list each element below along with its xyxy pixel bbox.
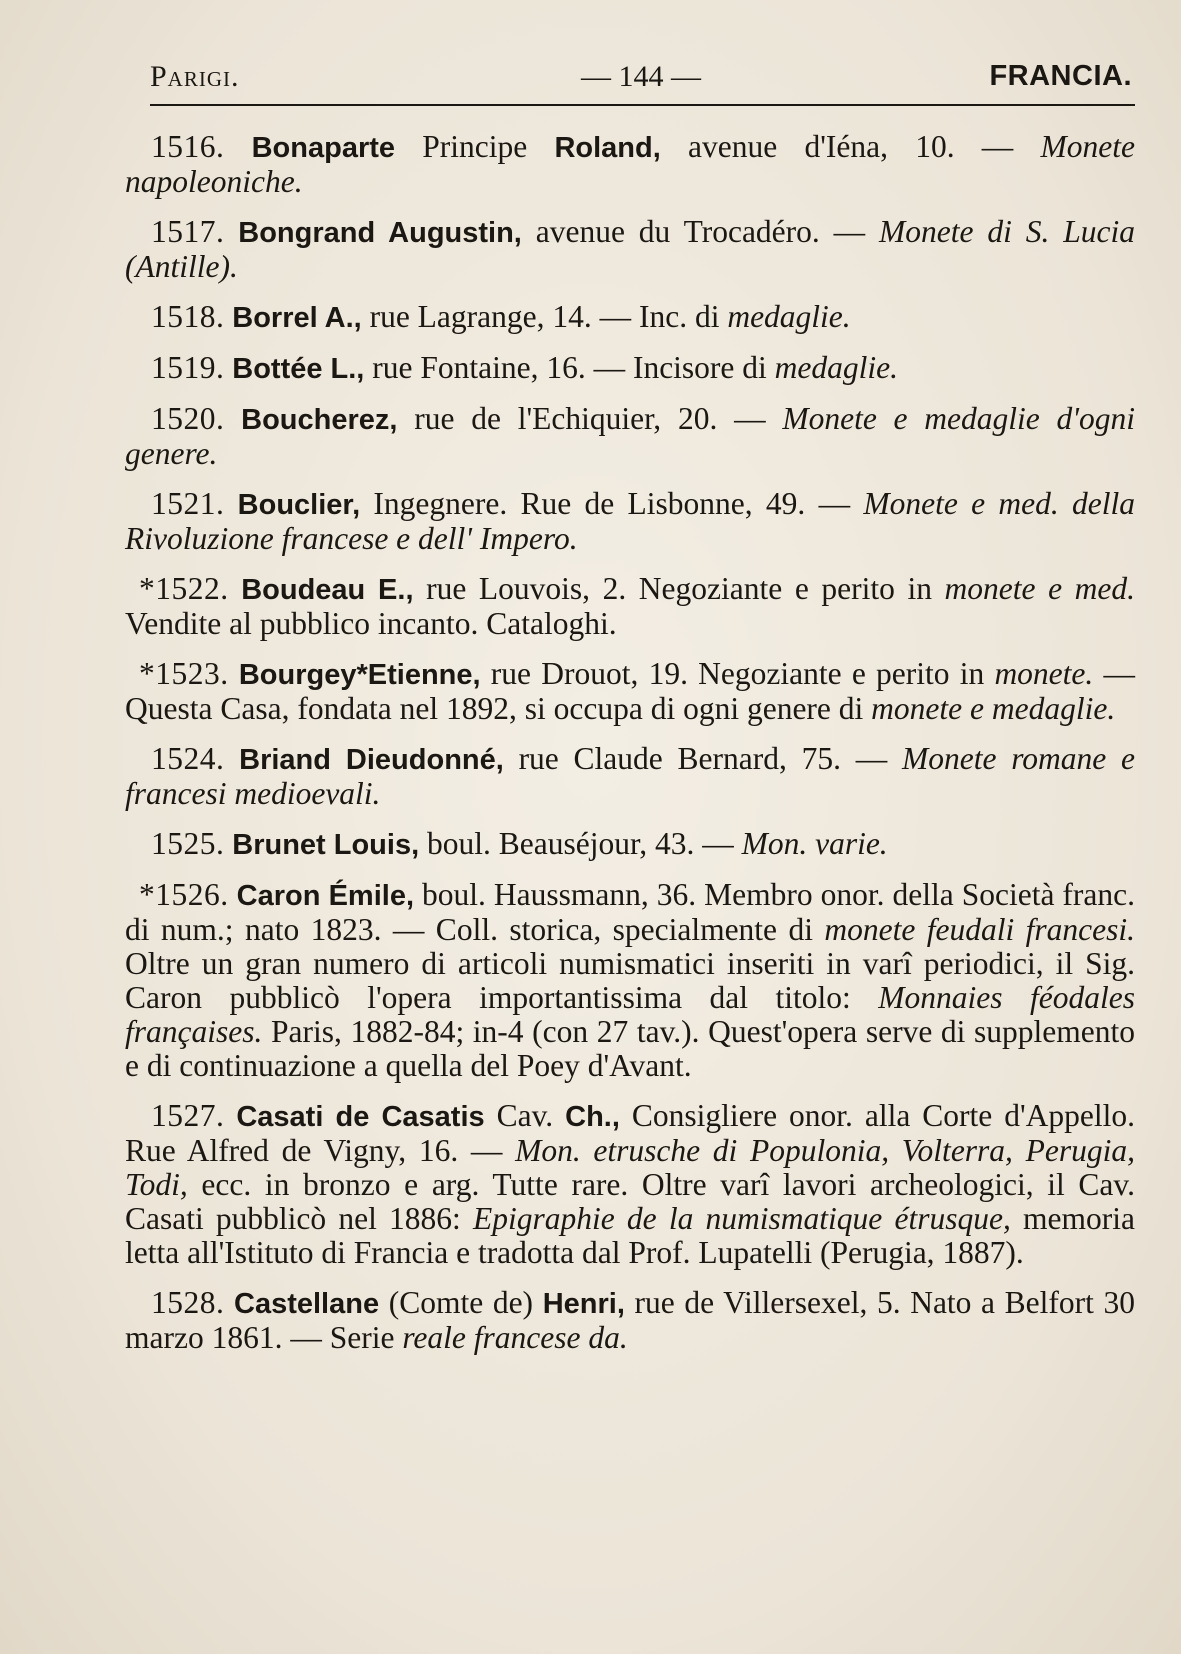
entry-1523 xyxy=(125,657,1135,726)
entry-text: memoria letta all'Istituto di Francia e tradotta dal Prof. Lupatelli (Perugia, 1887). xyxy=(125,1201,1135,1270)
entry-1516 xyxy=(125,130,1135,199)
entry-1520 xyxy=(125,402,1135,471)
entry-name: Bouclier, xyxy=(237,489,361,521)
entry-collection: monete e med. xyxy=(944,571,1135,606)
entry-name: Casati de Casatis xyxy=(236,1101,485,1133)
entry-1524 xyxy=(125,742,1135,811)
entry-text: Consigliere onor. alla Corte d'Appello. Rue Alfred de Vigny, 16. — xyxy=(125,1098,1136,1168)
entry-name: Caron Émile, xyxy=(236,880,415,912)
entry-book-title: Epigraphie de la numismatique étrusque, xyxy=(472,1201,1011,1236)
entry-collection: medaglie. xyxy=(774,350,899,385)
entry-collection: Monete di S. Lucia (Antille). xyxy=(125,214,1135,284)
entry-collection: Monete romane e francesi medioevali. xyxy=(125,741,1135,811)
entry-text: rue Lagrange, 14. — Inc. di xyxy=(361,299,728,334)
entry-text: boul. Beauséjour, 43. — xyxy=(419,826,742,861)
entry-name: Borrel A., xyxy=(232,302,362,334)
entry-text: Vendite al pubblico incanto. Cataloghi. xyxy=(125,606,617,641)
entry-collection: medaglie. xyxy=(727,299,851,334)
entry-name: Bourgey*Etienne, xyxy=(238,659,481,691)
entry-text: Cav. xyxy=(484,1098,566,1133)
entry-text: Oltre un gran numero di articoli numismatici inseriti in varî periodici, il Sig. Caron pubblicò l'opera importantissima dal titolo: xyxy=(125,946,1135,1015)
entry-name: Boucherez, xyxy=(241,404,398,436)
entry-1521 xyxy=(125,487,1135,556)
entry-number: 1525. xyxy=(151,826,225,861)
entry-collection: Monete e medaglie d'ogni genere. xyxy=(125,401,1136,471)
entry-name-secondary: Ch., xyxy=(565,1101,620,1133)
entry-text: boul. Haussmann, 36. Membro onor. della Società franc. di num.; nato 1823. — Coll. storica, specialmente di xyxy=(125,877,1135,947)
entry-text: rue de Villersexel, 5. Nato a Belfort 30 marzo 1861. — Serie xyxy=(125,1285,1136,1355)
header-rule xyxy=(150,104,1135,106)
entry-text: rue Claude Bernard, 75. — xyxy=(503,741,902,776)
entry-book-title: Monnaies féodales françaises. xyxy=(125,980,1135,1049)
header-country: FRANCIA. xyxy=(989,60,1132,92)
entry-number: 1519. xyxy=(151,350,225,385)
page-number: — 144 — xyxy=(581,60,701,93)
entry-number: 1521. xyxy=(151,486,225,521)
entry-name: Bonaparte xyxy=(251,132,396,164)
entry-name: Brunet Louis, xyxy=(232,829,420,861)
entry-number: *1522. xyxy=(139,571,229,606)
entry-number: *1526. xyxy=(139,877,229,912)
entry-list xyxy=(125,130,1135,1371)
entry-collection: Monete napoleoniche. xyxy=(125,129,1135,199)
entry-number: 1517. xyxy=(151,214,225,249)
entry-1519 xyxy=(125,351,1135,386)
entry-1526 xyxy=(125,878,1135,1083)
entry-1518 xyxy=(125,300,1135,335)
entry-number: 1527. xyxy=(151,1098,225,1133)
entry-text: Principe xyxy=(395,129,555,164)
entry-name: Castellane xyxy=(234,1288,380,1320)
entry-collection: Mon. etrusche di Populonia, Volterra, Perugia, Todi, xyxy=(125,1133,1135,1202)
header-city: Parigi. xyxy=(150,60,240,93)
entry-text: Ingegnere. Rue de Lisbonne, 49. — xyxy=(360,486,864,521)
entry-text: — Questa Casa, fondata nel 1892, si occupa di ogni genere di xyxy=(125,656,1136,726)
entry-name-secondary: Henri, xyxy=(542,1288,625,1320)
entry-collection: monete feudali francesi. xyxy=(824,912,1135,947)
entry-collection: reale francese da. xyxy=(402,1320,628,1355)
entry-text: avenue d'Iéna, 10. — xyxy=(660,129,1041,164)
entry-number: 1520. xyxy=(151,401,225,436)
running-header xyxy=(150,52,1132,98)
entry-number: 1528. xyxy=(151,1285,225,1320)
entry-1528 xyxy=(125,1286,1135,1355)
entry-1517 xyxy=(125,215,1135,284)
entry-collection: Monete e med. della Rivoluzione francese e dell' Impero. xyxy=(125,486,1135,556)
entry-text: rue de l'Echiquier, 20. — xyxy=(397,401,783,436)
entry-1527 xyxy=(125,1099,1135,1270)
entry-1525 xyxy=(125,827,1135,862)
entry-1522 xyxy=(125,572,1135,641)
entry-number: 1518. xyxy=(151,299,225,334)
entry-text: rue Fontaine, 16. — Incisore di xyxy=(364,350,775,385)
entry-name: Boudeau E., xyxy=(241,574,414,606)
entry-text: Paris, 1882-84; in-4 (con 27 tav.). Quest'opera serve di supplemento e di continuazione a quella del Poey d'Avant. xyxy=(125,1014,1135,1083)
entry-text: ecc. in bronzo e arg. Tutte rare. Oltre varî lavori archeologici, il Cav. Casati pubblicò nel 1886: xyxy=(125,1167,1135,1236)
entry-number: 1524. xyxy=(151,741,225,776)
entry-text: (Comte de) xyxy=(379,1285,543,1320)
entry-number: *1523. xyxy=(139,656,229,691)
entry-name: Bottée L., xyxy=(232,353,365,385)
entry-text: avenue du Trocadéro. — xyxy=(521,214,880,249)
entry-name: Briand Dieudonné, xyxy=(239,744,504,776)
entry-collection: monete e medaglie. xyxy=(871,691,1116,726)
entry-name: Bongrand Augustin, xyxy=(238,217,522,249)
entry-name-secondary: Roland, xyxy=(554,132,661,164)
entry-number: 1516. xyxy=(151,129,225,164)
entry-collection: monete. xyxy=(994,656,1094,691)
entry-text: rue Drouot, 19. Negoziante e perito in xyxy=(480,656,995,691)
entry-collection: Mon. varie. xyxy=(741,826,888,861)
entry-text: rue Louvois, 2. Negoziante e perito in xyxy=(413,571,945,606)
